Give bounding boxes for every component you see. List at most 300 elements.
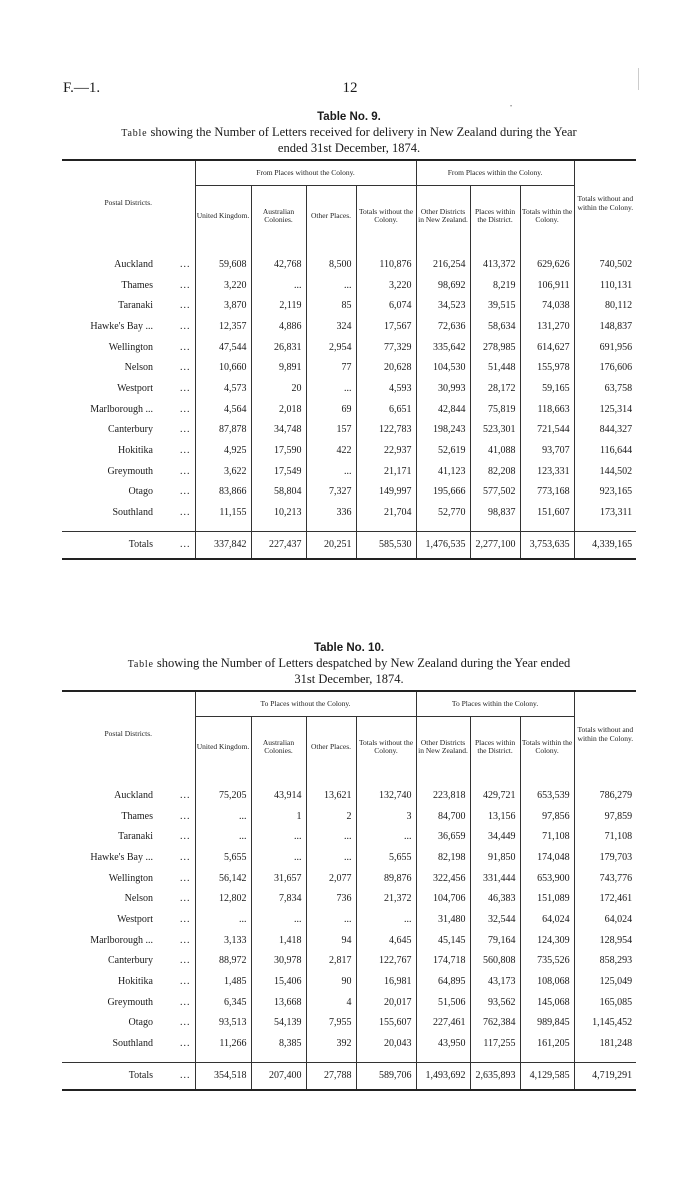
table-cell: 41,123 bbox=[416, 461, 470, 482]
district-name: Thames bbox=[121, 810, 153, 822]
table-cell: 157 bbox=[306, 420, 356, 441]
table-cell: 54,139 bbox=[251, 1013, 306, 1034]
table-cell: 736 bbox=[306, 888, 356, 909]
leader-dots: ... bbox=[180, 279, 191, 291]
total-cell: 4,719,291 bbox=[574, 1062, 636, 1090]
table-cell: 181,248 bbox=[574, 1033, 636, 1054]
leader-dots: ... bbox=[180, 789, 191, 801]
leader-dots: ... bbox=[180, 424, 191, 436]
table-cell: 79,164 bbox=[470, 930, 520, 951]
district-name: Greymouth bbox=[107, 996, 153, 1008]
table-cell: 72,636 bbox=[416, 316, 470, 337]
table-cell: 20,043 bbox=[356, 1033, 416, 1054]
table-cell: 93,562 bbox=[470, 992, 520, 1013]
column-header: Places within the District. bbox=[470, 186, 520, 247]
table-cell: 6,345 bbox=[195, 992, 251, 1013]
table-cell: 735,526 bbox=[520, 951, 574, 972]
margin-mark bbox=[638, 68, 639, 90]
caption-line-2: 31st December, 1874. bbox=[294, 672, 404, 686]
district-name: Wellington bbox=[108, 341, 153, 353]
postal-districts-header: Postal Districts. bbox=[104, 198, 153, 208]
table-row bbox=[62, 909, 636, 930]
leader-dots: ... bbox=[180, 486, 191, 498]
table-cell: 8,500 bbox=[306, 254, 356, 275]
caption-line-1: showing the Number of Letters despatched by New Zealand during the Year ended bbox=[156, 656, 571, 670]
table-cell: 844,327 bbox=[574, 420, 636, 441]
table-cell: 155,607 bbox=[356, 1013, 416, 1034]
table-cell: 3,220 bbox=[195, 275, 251, 296]
total-cell: 27,788 bbox=[306, 1062, 356, 1090]
letters-table bbox=[62, 159, 636, 560]
table-row bbox=[62, 461, 636, 482]
table-cell: 20,017 bbox=[356, 992, 416, 1013]
table-cell: 7,834 bbox=[251, 888, 306, 909]
leader-dots: ... bbox=[180, 996, 191, 1008]
column-header: United Kingdom. bbox=[195, 717, 251, 778]
table-cell: 64,024 bbox=[520, 909, 574, 930]
table-cell: 172,461 bbox=[574, 888, 636, 909]
table-cell: 117,255 bbox=[470, 1033, 520, 1054]
table-cell: 422 bbox=[306, 440, 356, 461]
table-cell: 858,293 bbox=[574, 951, 636, 972]
leader-dots: ... bbox=[180, 934, 191, 946]
table-cell: 740,502 bbox=[574, 254, 636, 275]
table-cell: ... bbox=[251, 847, 306, 868]
table-cell: 110,876 bbox=[356, 254, 416, 275]
district-name: Westport bbox=[117, 382, 153, 394]
table-row bbox=[62, 992, 636, 1013]
table-cell: 90 bbox=[306, 971, 356, 992]
table-cell: 8,219 bbox=[470, 275, 520, 296]
leader-dots: ... bbox=[180, 810, 191, 822]
table-cell: 63,758 bbox=[574, 378, 636, 399]
table-cell: 85 bbox=[306, 295, 356, 316]
district-name: Taranaki bbox=[118, 300, 153, 312]
table-cell: 176,606 bbox=[574, 357, 636, 378]
table-cell: 3,870 bbox=[195, 295, 251, 316]
leader-dots: ... bbox=[180, 300, 191, 312]
table-cell: 2,954 bbox=[306, 337, 356, 358]
postal-districts-header: Postal Districts. bbox=[104, 729, 153, 739]
table-cell: 64,024 bbox=[574, 909, 636, 930]
page-number: 12 bbox=[342, 80, 358, 96]
table-cell: 721,544 bbox=[520, 420, 574, 441]
totals-label: Totals bbox=[62, 531, 157, 559]
total-cell: 2,277,100 bbox=[470, 531, 520, 559]
table-cell: 58,634 bbox=[470, 316, 520, 337]
table-cell: 392 bbox=[306, 1033, 356, 1054]
total-cell: 1,493,692 bbox=[416, 1062, 470, 1090]
table-cell: 144,502 bbox=[574, 461, 636, 482]
table-row bbox=[62, 337, 636, 358]
table-row bbox=[62, 399, 636, 420]
table-cell: ... bbox=[195, 806, 251, 827]
leader-dots: ... bbox=[180, 341, 191, 353]
district-name: Otago bbox=[128, 1017, 153, 1029]
table-cell: 195,666 bbox=[416, 482, 470, 503]
district-name: Canterbury bbox=[108, 424, 153, 436]
table-cell: 3 bbox=[356, 806, 416, 827]
table-row bbox=[62, 971, 636, 992]
table-cell: 2,119 bbox=[251, 295, 306, 316]
caption-line-1: showing the Number of Letters received for delivery in New Zealand during the Year bbox=[150, 125, 577, 139]
table-cell: 59,165 bbox=[520, 378, 574, 399]
total-cell: 20,251 bbox=[306, 531, 356, 559]
table-cell: 4,886 bbox=[251, 316, 306, 337]
table-cell: 104,530 bbox=[416, 357, 470, 378]
group-within-header: From Places within the Colony. bbox=[416, 160, 574, 186]
caption-lead: Table bbox=[127, 659, 154, 670]
total-cell: 585,530 bbox=[356, 531, 416, 559]
table-row bbox=[62, 357, 636, 378]
table-cell: 1,145,452 bbox=[574, 1013, 636, 1034]
table-cell: 128,954 bbox=[574, 930, 636, 951]
table-cell: 47,544 bbox=[195, 337, 251, 358]
table-cell: 2,018 bbox=[251, 399, 306, 420]
table-cell: 165,085 bbox=[574, 992, 636, 1013]
leader-dots: ... bbox=[180, 362, 191, 374]
table-cell: 45,145 bbox=[416, 930, 470, 951]
table-cell: 125,314 bbox=[574, 399, 636, 420]
table-cell: ... bbox=[306, 847, 356, 868]
district-name: Thames bbox=[121, 279, 153, 291]
table-cell: 5,655 bbox=[195, 847, 251, 868]
leader-dots: ... bbox=[180, 445, 191, 457]
table-cell: 523,301 bbox=[470, 420, 520, 441]
table-cell: 75,819 bbox=[470, 399, 520, 420]
column-header: United Kingdom. bbox=[195, 186, 251, 247]
table-cell: 82,198 bbox=[416, 847, 470, 868]
district-name: Westport bbox=[117, 913, 153, 925]
table-cell: 116,644 bbox=[574, 440, 636, 461]
district-name: Hawke's Bay ... bbox=[90, 320, 153, 332]
table-cell: ... bbox=[195, 909, 251, 930]
district-name: Otago bbox=[128, 486, 153, 498]
table-cell: 31,657 bbox=[251, 868, 306, 889]
district-name: Hawke's Bay ... bbox=[90, 851, 153, 863]
table-cell: 3,622 bbox=[195, 461, 251, 482]
table-cell: 41,088 bbox=[470, 440, 520, 461]
district-name: Hokitika bbox=[118, 976, 153, 988]
table-cell: 32,544 bbox=[470, 909, 520, 930]
district-name: Nelson bbox=[124, 893, 153, 905]
table-row bbox=[62, 785, 636, 806]
table-cell: 21,372 bbox=[356, 888, 416, 909]
table-cell: 80,112 bbox=[574, 295, 636, 316]
table-cell: 773,168 bbox=[520, 482, 574, 503]
table-cell: 148,837 bbox=[574, 316, 636, 337]
table-cell: 9,891 bbox=[251, 357, 306, 378]
table-cell: 13,668 bbox=[251, 992, 306, 1013]
total-cell: 1,476,535 bbox=[416, 531, 470, 559]
table-cell: 413,372 bbox=[470, 254, 520, 275]
totals-row bbox=[62, 531, 636, 559]
table-cell: 17,590 bbox=[251, 440, 306, 461]
caption-line-2: ended 31st December, 1874. bbox=[277, 141, 421, 155]
district-name: Marlborough ... bbox=[90, 934, 153, 946]
table-cell: 34,449 bbox=[470, 826, 520, 847]
table-cell: 6,074 bbox=[356, 295, 416, 316]
table-cell: 69 bbox=[306, 399, 356, 420]
leader-dots: ... bbox=[180, 258, 191, 270]
table-cell: 923,165 bbox=[574, 482, 636, 503]
table-cell: 5,655 bbox=[356, 847, 416, 868]
table-cell: 1,485 bbox=[195, 971, 251, 992]
total-cell: 4,129,585 bbox=[520, 1062, 574, 1090]
table-cell: 2 bbox=[306, 806, 356, 827]
table-cell: 17,549 bbox=[251, 461, 306, 482]
group-without-header: From Places without the Colony. bbox=[195, 160, 416, 186]
table-cell: 88,972 bbox=[195, 951, 251, 972]
total-cell: 589,706 bbox=[356, 1062, 416, 1090]
table-cell: 106,911 bbox=[520, 275, 574, 296]
table-cell: 93,707 bbox=[520, 440, 574, 461]
spacer-row bbox=[62, 523, 636, 532]
table-cell: 20 bbox=[251, 378, 306, 399]
table-row bbox=[62, 316, 636, 337]
table-cell: 331,444 bbox=[470, 868, 520, 889]
table-cell: 94 bbox=[306, 930, 356, 951]
spacer-row bbox=[62, 246, 636, 254]
table-row bbox=[62, 275, 636, 296]
district-name: Canterbury bbox=[108, 955, 153, 967]
table-cell: 223,818 bbox=[416, 785, 470, 806]
total-cell: 227,437 bbox=[251, 531, 306, 559]
table-row bbox=[62, 888, 636, 909]
table-cell: 39,515 bbox=[470, 295, 520, 316]
spacer-row bbox=[62, 777, 636, 785]
print-speck: • bbox=[510, 104, 513, 110]
table-cell: 2,077 bbox=[306, 868, 356, 889]
column-header: Totals within the Colony. bbox=[520, 186, 574, 247]
table-cell: 173,311 bbox=[574, 502, 636, 523]
table-cell: 36,659 bbox=[416, 826, 470, 847]
caption-lead: Table bbox=[121, 128, 148, 139]
table-cell: ... bbox=[251, 826, 306, 847]
district-name: Greymouth bbox=[107, 465, 153, 477]
column-header: Other Places. bbox=[306, 186, 356, 247]
leader-dots: ... bbox=[180, 465, 191, 477]
column-header: Other Districts in New Zealand. bbox=[416, 186, 470, 247]
table-caption bbox=[62, 656, 636, 686]
table-title: Table No. 10. bbox=[313, 642, 385, 654]
grand-totals-header: Totals without and within the Colony. bbox=[574, 691, 636, 777]
table-cell: ... bbox=[356, 826, 416, 847]
table-cell: 429,721 bbox=[470, 785, 520, 806]
total-cell: 337,842 bbox=[195, 531, 251, 559]
table-cell: 52,770 bbox=[416, 502, 470, 523]
table-row bbox=[62, 295, 636, 316]
table-cell: 110,131 bbox=[574, 275, 636, 296]
table-cell: 97,856 bbox=[520, 806, 574, 827]
table-cell: 89,876 bbox=[356, 868, 416, 889]
table-cell: 122,783 bbox=[356, 420, 416, 441]
table-cell: 227,461 bbox=[416, 1013, 470, 1034]
table-cell: 132,740 bbox=[356, 785, 416, 806]
table-cell: 11,155 bbox=[195, 502, 251, 523]
table-row bbox=[62, 951, 636, 972]
table-row bbox=[62, 868, 636, 889]
leader-dots: ... bbox=[180, 403, 191, 415]
table-cell: 34,748 bbox=[251, 420, 306, 441]
district-name: Southland bbox=[112, 1038, 153, 1050]
table-row bbox=[62, 847, 636, 868]
table-cell: 11,266 bbox=[195, 1033, 251, 1054]
table-cell: 13,621 bbox=[306, 785, 356, 806]
letters-table bbox=[62, 690, 636, 1091]
table-cell: 12,802 bbox=[195, 888, 251, 909]
table-cell: 43,173 bbox=[470, 971, 520, 992]
column-header: Totals within the Colony. bbox=[520, 717, 574, 778]
table-cell: 322,456 bbox=[416, 868, 470, 889]
leader-dots: ... bbox=[180, 893, 191, 905]
table-cell: 77,329 bbox=[356, 337, 416, 358]
table-cell: 87,878 bbox=[195, 420, 251, 441]
total-cell: 2,635,893 bbox=[470, 1062, 520, 1090]
table-cell: 2,817 bbox=[306, 951, 356, 972]
leader-dots: ... bbox=[157, 531, 195, 559]
column-header: Australian Colonies. bbox=[251, 717, 306, 778]
table-cell: 335,642 bbox=[416, 337, 470, 358]
leader-dots: ... bbox=[180, 507, 191, 519]
table-cell: 75,205 bbox=[195, 785, 251, 806]
table-cell: 84,700 bbox=[416, 806, 470, 827]
table-cell: 71,108 bbox=[574, 826, 636, 847]
group-without-header: To Places without the Colony. bbox=[195, 691, 416, 717]
leader-dots: ... bbox=[180, 382, 191, 394]
table-cell: 58,804 bbox=[251, 482, 306, 503]
total-cell: 207,400 bbox=[251, 1062, 306, 1090]
table-cell: 64,895 bbox=[416, 971, 470, 992]
district-name: Wellington bbox=[108, 872, 153, 884]
table-cell: 30,993 bbox=[416, 378, 470, 399]
table-cell: 74,038 bbox=[520, 295, 574, 316]
table-cell: ... bbox=[251, 909, 306, 930]
table-cell: ... bbox=[306, 275, 356, 296]
table-cell: 46,383 bbox=[470, 888, 520, 909]
table-cell: 989,845 bbox=[520, 1013, 574, 1034]
table-caption bbox=[62, 125, 636, 155]
table-cell: ... bbox=[306, 826, 356, 847]
leader-dots: ... bbox=[180, 1017, 191, 1029]
table-row bbox=[62, 502, 636, 523]
table-cell: 43,950 bbox=[416, 1033, 470, 1054]
table-cell: ... bbox=[306, 909, 356, 930]
district-name: Taranaki bbox=[118, 831, 153, 843]
table-cell: 16,981 bbox=[356, 971, 416, 992]
table-cell: 4 bbox=[306, 992, 356, 1013]
table-cell: 83,866 bbox=[195, 482, 251, 503]
table-row bbox=[62, 378, 636, 399]
leader-dots: ... bbox=[180, 1038, 191, 1050]
table-cell: ... bbox=[306, 461, 356, 482]
leader-dots: ... bbox=[180, 320, 191, 332]
table-cell: 28,172 bbox=[470, 378, 520, 399]
table-cell: 22,937 bbox=[356, 440, 416, 461]
table-cell: 123,331 bbox=[520, 461, 574, 482]
table-cell: 82,208 bbox=[470, 461, 520, 482]
table-cell: 12,357 bbox=[195, 316, 251, 337]
table-cell: 174,048 bbox=[520, 847, 574, 868]
table-cell: 336 bbox=[306, 502, 356, 523]
table-cell: 56,142 bbox=[195, 868, 251, 889]
table-cell: 216,254 bbox=[416, 254, 470, 275]
table-cell: 51,448 bbox=[470, 357, 520, 378]
table-row bbox=[62, 1033, 636, 1054]
table-cell: 8,385 bbox=[251, 1033, 306, 1054]
table-cell: 7,955 bbox=[306, 1013, 356, 1034]
table-cell: 125,049 bbox=[574, 971, 636, 992]
table-cell: 4,573 bbox=[195, 378, 251, 399]
table-row bbox=[62, 826, 636, 847]
table-cell: 629,626 bbox=[520, 254, 574, 275]
leader-dots: ... bbox=[180, 955, 191, 967]
table-cell: 161,205 bbox=[520, 1033, 574, 1054]
table-cell: ... bbox=[251, 275, 306, 296]
table-cell: 762,384 bbox=[470, 1013, 520, 1034]
table-cell: 1 bbox=[251, 806, 306, 827]
table-cell: 324 bbox=[306, 316, 356, 337]
table-cell: 691,956 bbox=[574, 337, 636, 358]
table-cell: 131,270 bbox=[520, 316, 574, 337]
table-cell: 4,925 bbox=[195, 440, 251, 461]
table-cell: 151,607 bbox=[520, 502, 574, 523]
total-cell: 3,753,635 bbox=[520, 531, 574, 559]
table-cell: 3,220 bbox=[356, 275, 416, 296]
table-cell: 42,768 bbox=[251, 254, 306, 275]
table-cell: 151,089 bbox=[520, 888, 574, 909]
table-cell: 124,309 bbox=[520, 930, 574, 951]
table-cell: 149,997 bbox=[356, 482, 416, 503]
district-name: Hokitika bbox=[118, 445, 153, 457]
table-cell: 97,859 bbox=[574, 806, 636, 827]
table-cell: 43,914 bbox=[251, 785, 306, 806]
group-within-header: To Places within the Colony. bbox=[416, 691, 574, 717]
table-row bbox=[62, 440, 636, 461]
table-cell: 42,844 bbox=[416, 399, 470, 420]
table-cell: 577,502 bbox=[470, 482, 520, 503]
table-cell: 4,564 bbox=[195, 399, 251, 420]
table-row bbox=[62, 930, 636, 951]
district-name: Auckland bbox=[114, 789, 153, 801]
leader-dots: ... bbox=[180, 913, 191, 925]
table-cell: 6,651 bbox=[356, 399, 416, 420]
table-cell: 4,593 bbox=[356, 378, 416, 399]
grand-totals-header: Totals without and within the Colony. bbox=[574, 160, 636, 246]
table-row bbox=[62, 254, 636, 275]
table-cell: 122,767 bbox=[356, 951, 416, 972]
district-name: Auckland bbox=[114, 258, 153, 270]
total-cell: 354,518 bbox=[195, 1062, 251, 1090]
table-cell: 743,776 bbox=[574, 868, 636, 889]
table-cell: ... bbox=[306, 378, 356, 399]
table-cell: 91,850 bbox=[470, 847, 520, 868]
table-cell: 653,900 bbox=[520, 868, 574, 889]
table-cell: 10,660 bbox=[195, 357, 251, 378]
table-row bbox=[62, 806, 636, 827]
table-cell: 13,156 bbox=[470, 806, 520, 827]
table-9-block bbox=[62, 111, 636, 560]
table-cell: 26,831 bbox=[251, 337, 306, 358]
table-cell: 4,645 bbox=[356, 930, 416, 951]
table-cell: 278,985 bbox=[470, 337, 520, 358]
column-header: Totals without the Colony. bbox=[356, 717, 416, 778]
table-cell: 20,628 bbox=[356, 357, 416, 378]
table-cell: 118,663 bbox=[520, 399, 574, 420]
table-cell: 7,327 bbox=[306, 482, 356, 503]
table-cell: 17,567 bbox=[356, 316, 416, 337]
column-header: Totals without the Colony. bbox=[356, 186, 416, 247]
